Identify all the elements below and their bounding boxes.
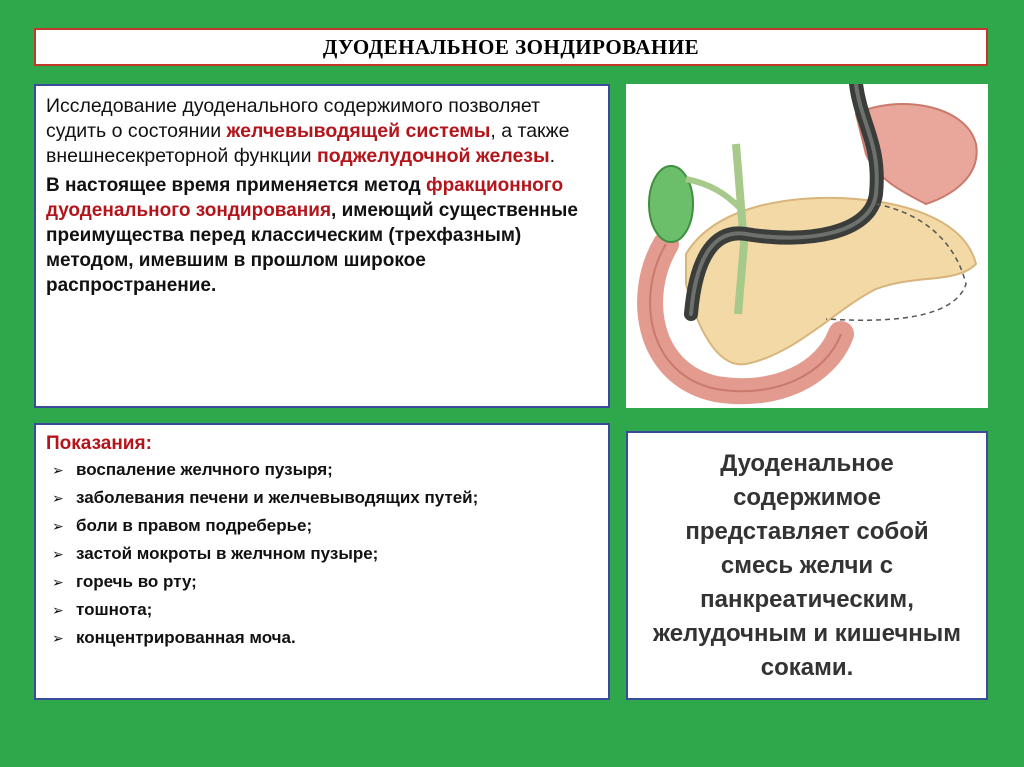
indications-title: Показания: [46, 433, 152, 454]
summary-text: Дуоденальное содержимое представляет собой смесь желчи с панкреатическим, желудочным и кишечным соками. [653, 449, 961, 681]
anatomy-illustration [626, 84, 988, 408]
list-item: ➢ боли в правом подреберье; [52, 516, 313, 535]
intro-panel [34, 84, 610, 408]
arrow-bullet-icon: ➢ [52, 630, 64, 646]
list-item: ➢ концентрированная моча. [52, 628, 296, 647]
arrow-bullet-icon: ➢ [52, 602, 64, 618]
arrow-bullet-icon: ➢ [52, 574, 64, 590]
slide-title-box [34, 28, 988, 66]
list-item: ➢ горечь во рту; [52, 572, 197, 591]
arrow-bullet-icon: ➢ [52, 462, 64, 478]
list-item: ➢ застой мокроты в желчном пузыре; [52, 544, 379, 563]
arrow-bullet-icon: ➢ [52, 546, 64, 562]
arrow-bullet-icon: ➢ [52, 490, 64, 506]
duodenal-probe-illustration [626, 84, 988, 408]
list-item: ➢ заболевания печени и желчевыводящих путей; [52, 488, 479, 507]
intro-paragraph-2: В настоящее время применяется метод фракционного дуоденального зондирования, имеющий существенные преимущества перед классическим (трехфазным) методом, имевшим в прошлом широкое распространение. [46, 175, 578, 296]
list-item: ➢ воспаление желчного пузыря; [52, 460, 333, 479]
indications-list [46, 459, 598, 649]
summary-panel [626, 431, 988, 700]
list-item: ➢ тошнота; [52, 600, 153, 619]
slide-title: ДУОДЕНАЛЬНОЕ ЗОНДИРОВАНИЕ [322, 34, 700, 59]
arrow-bullet-icon: ➢ [52, 518, 64, 534]
indications-panel [34, 423, 610, 700]
intro-paragraph-1: Исследование дуоденального содержимого позволяет судить о состоянии желчевыводящей системы, а также внешнесекреторной функции поджелудочной железы. [46, 95, 570, 167]
